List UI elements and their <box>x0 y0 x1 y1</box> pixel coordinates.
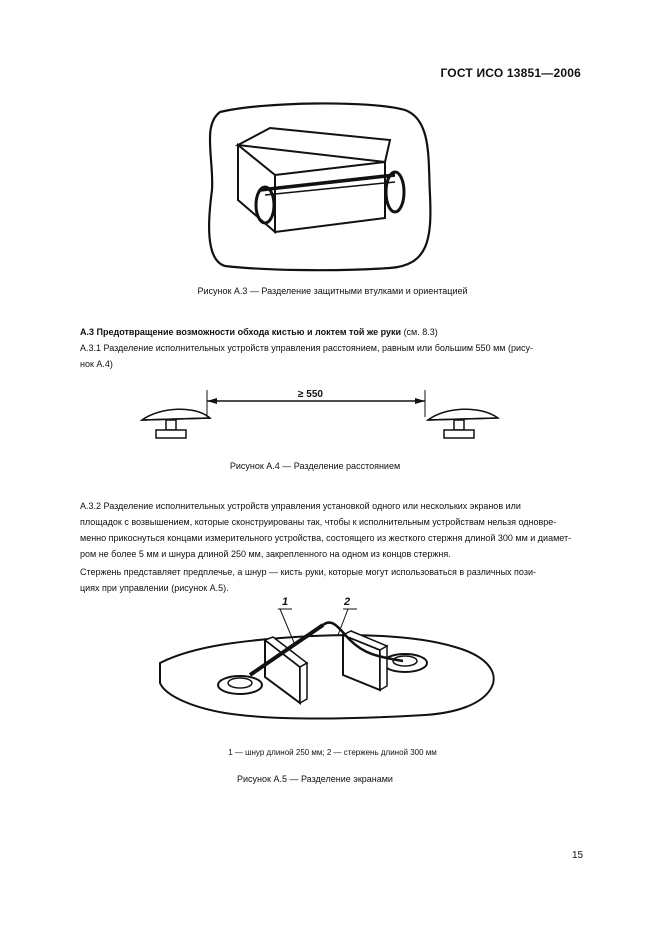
page-number: 15 <box>572 850 584 861</box>
section-a31-line2: нок А.4) <box>80 359 113 369</box>
figure-a3-caption: Рисунок А.3 — Разделение защитными втулками и ориентацией <box>197 286 468 296</box>
figure-a4-drawing <box>140 385 520 450</box>
section-a32-line2: площадок с возвышением, которые сконструированы так, чтобы к исполнительным устройствам нельзя одновре- <box>80 517 557 527</box>
figure-a5-label-1: 1 <box>282 596 289 608</box>
figure-a5-caption: Рисунок А.5 — Разделение экранами <box>237 774 393 784</box>
section-a32-line5: Стержень представляет предплечье, а шнур — кисть руки, которые могут использоваться в различных пози- <box>80 567 536 577</box>
section-a31-paragraph <box>80 340 585 372</box>
section-a32-line4: ром не более 5 мм и шнура длиной 250 мм, закрепленного на одном из концов стержня. <box>80 549 451 559</box>
section-a31-line1: А.3.1 Разделение исполнительных устройств управления расстоянием, равным или большим 550 мм (рису- <box>80 343 533 353</box>
section-a32-line1: А.3.2 Разделение исполнительных устройств управления установкой одного или нескольких экранов или <box>80 501 521 511</box>
section-a32-paragraph <box>80 498 585 596</box>
section-a3-heading-bold: А.3 Предотвращение возможности обхода кистью и локтем той же руки <box>80 327 402 337</box>
section-a3-heading-ref: (см. 8.3) <box>401 327 438 337</box>
figure-a4-dimension-label: ≥ 550 <box>298 389 323 400</box>
document-id: ГОСТ ИСО 13851—2006 <box>440 66 581 80</box>
figure-a5-label-2: 2 <box>344 596 351 608</box>
section-a32-line3: менно прикоснуться концами измерительного устройства, состоящего из жесткого стержня длиной 300 мм и диамет- <box>80 533 572 543</box>
figure-a5-legend: 1 — шнур длиной 250 мм; 2 — стержень длиной 300 мм <box>228 748 437 757</box>
figure-a3-drawing <box>200 100 440 272</box>
figure-a4-caption: Рисунок А.4 — Разделение расстоянием <box>229 461 401 471</box>
section-a3-heading <box>80 327 438 337</box>
section-a32-line6: циях при управлении (рисунок А.5). <box>80 583 229 593</box>
figure-a5-drawing <box>155 595 505 745</box>
